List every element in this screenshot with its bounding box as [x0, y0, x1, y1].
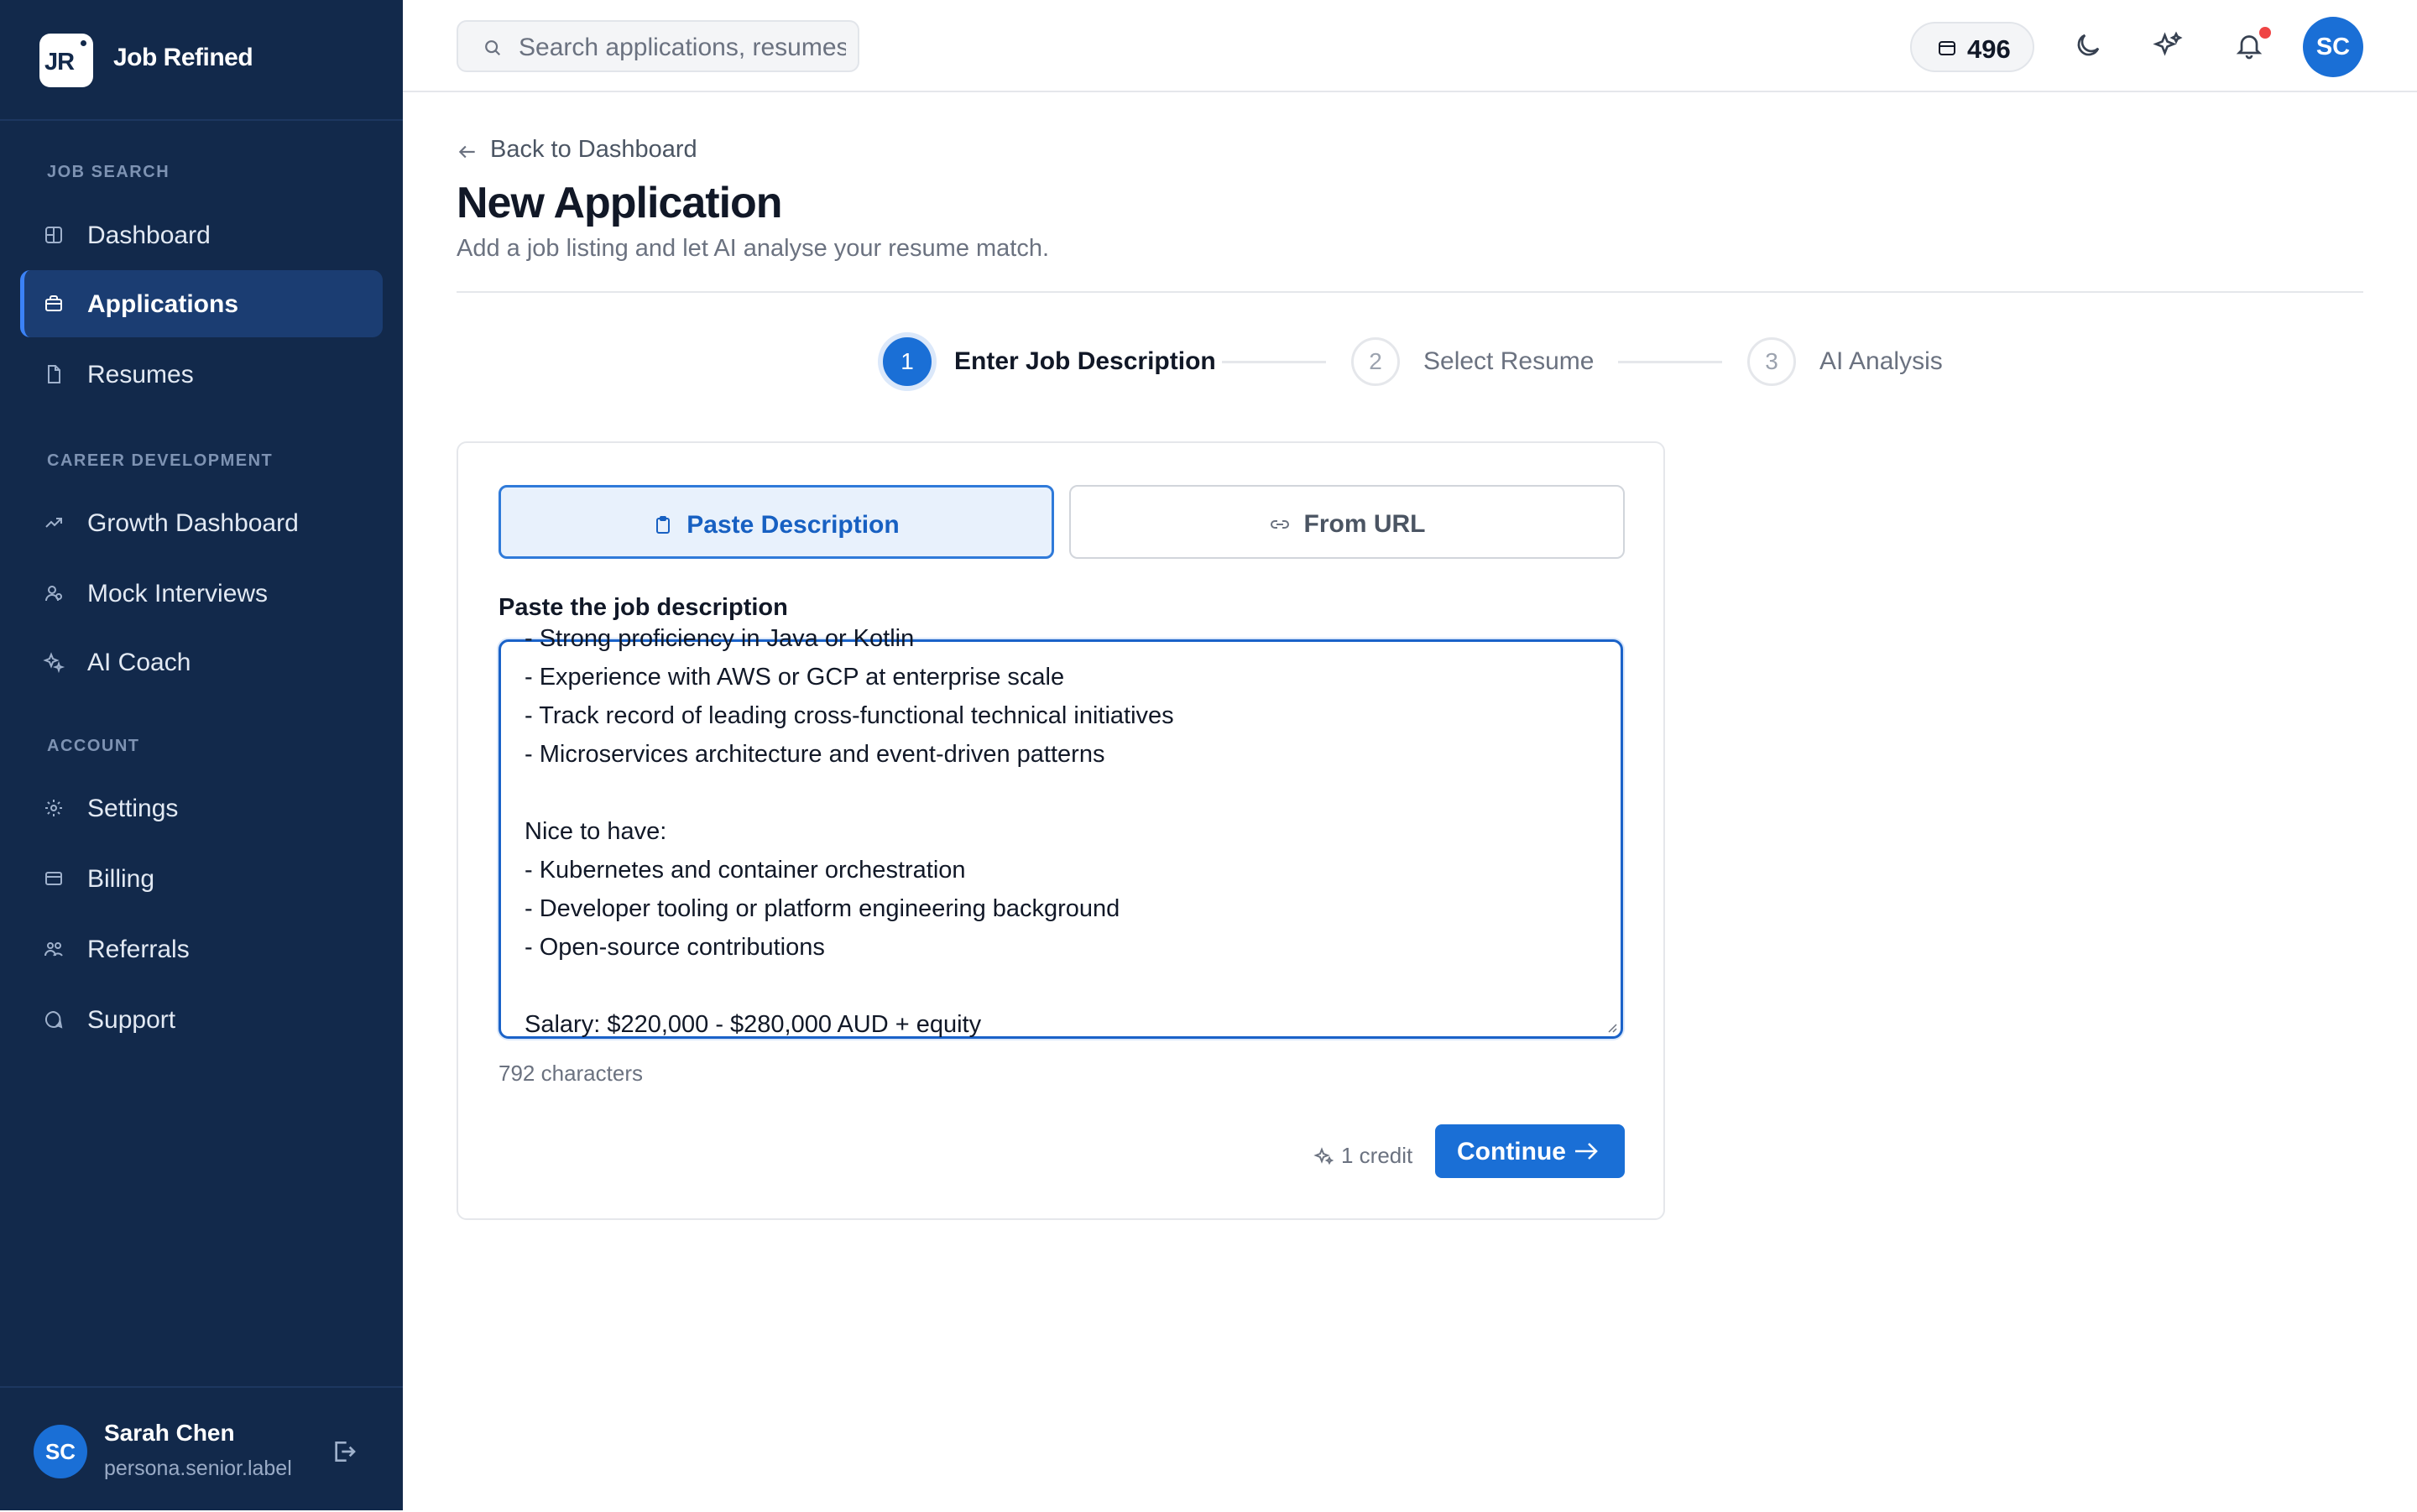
logo-dot [81, 40, 86, 46]
sparkles-icon [1314, 1146, 1334, 1166]
step-2-label: Select Resume [1423, 347, 1595, 375]
step-1-label: Enter Job Description [954, 347, 1216, 375]
avatar[interactable]: SC [34, 1425, 87, 1478]
sidebar-item-label: Dashboard [87, 222, 211, 249]
top-bar [403, 0, 2417, 92]
gear-icon [44, 798, 64, 818]
user-role: persona.senior.label [104, 1457, 292, 1480]
search-input[interactable] [517, 30, 848, 65]
users-icon [44, 583, 64, 603]
credits-count: 496 [1967, 34, 2011, 64]
notification-dot [2259, 27, 2271, 39]
sidebar-item-billing[interactable] [20, 845, 383, 912]
credits-badge[interactable] [1910, 22, 2034, 72]
trending-up-icon [44, 513, 64, 533]
tab-paste-description[interactable] [499, 485, 1054, 559]
page-subtitle: Add a job listing and let AI analyse your resume match. [457, 235, 1050, 262]
sidebar-item-label: Mock Interviews [87, 580, 269, 607]
back-link-label: Back to Dashboard [490, 136, 697, 163]
section-label-account: ACCOUNT [47, 737, 140, 755]
sparkles-icon [44, 652, 64, 672]
app-logo[interactable] [39, 34, 93, 87]
sidebar-item-ai-coach[interactable] [20, 628, 383, 696]
continue-button[interactable] [1435, 1124, 1625, 1178]
sidebar-item-growth-dashboard[interactable] [20, 489, 383, 556]
sidebar-item-support[interactable] [20, 986, 383, 1053]
sidebar-item-mock-interviews[interactable] [20, 560, 383, 627]
arrow-right-icon [1573, 1139, 1600, 1163]
sidebar-item-label: Billing [87, 865, 155, 893]
dashboard-icon [44, 225, 64, 245]
sidebar-item-dashboard[interactable] [20, 201, 383, 269]
textarea-content: - Strong proficiency in Java or Kotlin - Experience with AWS or GCP at enterprise scale - Track record of leading cross-functional technical initiatives - Microservices architecture and event-driven patterns Nice to have: - Kubernetes and container orchestration - Developer tooling or platform engineering background - Open-source contributions Salary: $220,000 - $280,000 AUD + equity [525, 625, 1174, 1038]
section-label-job-search: JOB SEARCH [47, 163, 170, 181]
step-1-indicator: 1 [883, 337, 932, 386]
continue-button-label: Continue [1457, 1138, 1566, 1165]
sidebar-item-label: Referrals [87, 936, 190, 963]
avatar[interactable]: SC [2303, 17, 2363, 77]
referrals-icon [44, 939, 64, 959]
sparkles-icon[interactable] [2153, 30, 2184, 60]
sidebar-item-label: AI Coach [87, 649, 191, 676]
sidebar [0, 0, 403, 1510]
tab-label: Paste Description [686, 511, 900, 539]
tab-label: From URL [1303, 510, 1426, 538]
search-icon [483, 39, 502, 57]
moon-icon[interactable] [2073, 30, 2103, 60]
step-2-indicator: 2 [1351, 337, 1400, 386]
sidebar-item-label: Settings [87, 795, 179, 822]
sidebar-item-label: Resumes [87, 361, 194, 388]
step-3-label: AI Analysis [1819, 347, 1943, 375]
wallet-icon [1937, 38, 1957, 58]
credit-card-icon [44, 868, 64, 889]
user-profile [0, 1386, 403, 1512]
chat-icon [44, 1009, 64, 1030]
step-connector [1222, 361, 1326, 363]
field-label: Paste the job description [499, 594, 788, 621]
job-description-textarea[interactable] [499, 625, 1623, 1039]
briefcase-icon [44, 294, 64, 314]
link-icon [1269, 514, 1291, 534]
document-icon [44, 364, 64, 384]
sidebar-item-settings[interactable] [20, 774, 383, 842]
sidebar-item-label: Growth Dashboard [87, 509, 299, 537]
arrow-left-icon [457, 141, 478, 163]
tab-from-url[interactable] [1069, 485, 1625, 559]
logo-text: JR [44, 49, 75, 76]
step-connector [1618, 361, 1722, 363]
logout-icon[interactable] [331, 1438, 358, 1465]
credit-cost-label: 1 credit [1341, 1143, 1413, 1168]
sidebar-item-applications[interactable] [20, 270, 383, 337]
app-name: Job Refined [113, 44, 253, 71]
character-count: 792 characters [499, 1061, 643, 1086]
job-description-card [457, 441, 1665, 1220]
user-name: Sarah Chen [104, 1420, 235, 1446]
search-box[interactable] [457, 20, 859, 72]
brand [0, 0, 403, 121]
section-label-career-development: CAREER DEVELOPMENT [47, 451, 274, 470]
step-3-indicator: 3 [1747, 337, 1796, 386]
sidebar-item-referrals[interactable] [20, 915, 383, 983]
resize-handle-icon[interactable] [1604, 1019, 1617, 1033]
sidebar-item-resumes[interactable] [20, 341, 383, 408]
clipboard-icon [653, 515, 673, 535]
divider [457, 291, 2363, 293]
page-title: New Application [457, 179, 782, 227]
sidebar-item-label: Applications [87, 290, 239, 318]
sidebar-item-label: Support [87, 1006, 176, 1034]
